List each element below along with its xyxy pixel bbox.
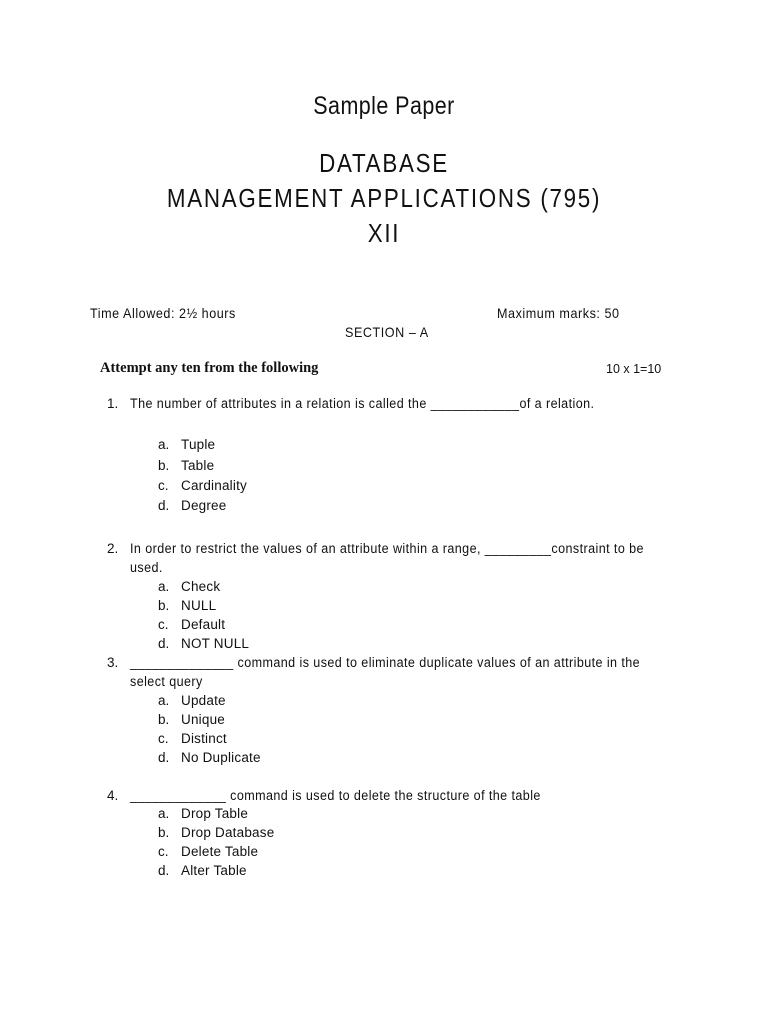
class-label: XII: [367, 218, 401, 248]
section-heading: SECTION – A: [345, 324, 429, 340]
question-number: 3.: [107, 655, 119, 670]
option-text: Default: [181, 617, 226, 632]
option-text: Degree: [181, 498, 227, 513]
question-text-continued: select query: [130, 674, 203, 689]
option-letter: b.: [158, 712, 170, 727]
option-letter: b.: [158, 598, 170, 613]
option-text: Delete Table: [181, 844, 259, 859]
option-text: Unique: [181, 712, 225, 727]
time-allowed: Time Allowed: 2½ hours: [90, 305, 236, 321]
option-text: Check: [181, 579, 221, 594]
option-letter: a.: [158, 579, 170, 594]
option-text: Update: [181, 693, 226, 708]
option-text: NULL: [181, 598, 217, 613]
option-letter: a.: [158, 806, 170, 821]
instruction-text: Attempt any ten from the following: [100, 360, 319, 376]
question-text: The number of attributes in a relation is called the ____________of a relation.: [130, 396, 595, 411]
option-text: NOT NULL: [181, 636, 250, 651]
question-text: In order to restrict the values of an attribute within a range, _________constraint to be: [130, 541, 644, 556]
question-text: ______________ command is used to eliminate duplicate values of an attribute in the: [130, 655, 641, 670]
option-letter: d.: [158, 863, 170, 878]
option-text: Drop Table: [181, 806, 249, 821]
section-marks: 10 x 1=10: [606, 362, 662, 376]
option-text: Tuple: [181, 437, 216, 452]
subject-title-line2: MANAGEMENT APPLICATIONS (795): [166, 183, 602, 213]
option-text: Table: [181, 458, 215, 473]
sample-paper-title: Sample Paper: [313, 92, 455, 120]
option-text: Drop Database: [181, 825, 275, 840]
option-letter: d.: [158, 636, 170, 651]
question-text: _____________ command is used to delete the structure of the table: [130, 788, 541, 803]
option-letter: c.: [158, 731, 169, 746]
question-number: 4.: [107, 788, 119, 803]
option-letter: c.: [158, 617, 169, 632]
option-letter: b.: [158, 825, 170, 840]
question-number: 1.: [107, 396, 119, 411]
option-letter: c.: [158, 844, 169, 859]
option-letter: d.: [158, 498, 170, 513]
option-text: Distinct: [181, 731, 227, 746]
subject-title-line1: DATABASE: [319, 148, 449, 178]
option-letter: d.: [158, 750, 170, 765]
question-number: 2.: [107, 541, 119, 556]
option-letter: a.: [158, 693, 170, 708]
option-letter: c.: [158, 478, 169, 493]
maximum-marks: Maximum marks: 50: [497, 305, 620, 321]
option-letter: b.: [158, 458, 170, 473]
option-text: Cardinality: [181, 478, 247, 493]
option-text: Alter Table: [181, 863, 247, 878]
option-letter: a.: [158, 437, 170, 452]
option-text: No Duplicate: [181, 750, 261, 765]
question-text-continued: used.: [130, 560, 163, 575]
